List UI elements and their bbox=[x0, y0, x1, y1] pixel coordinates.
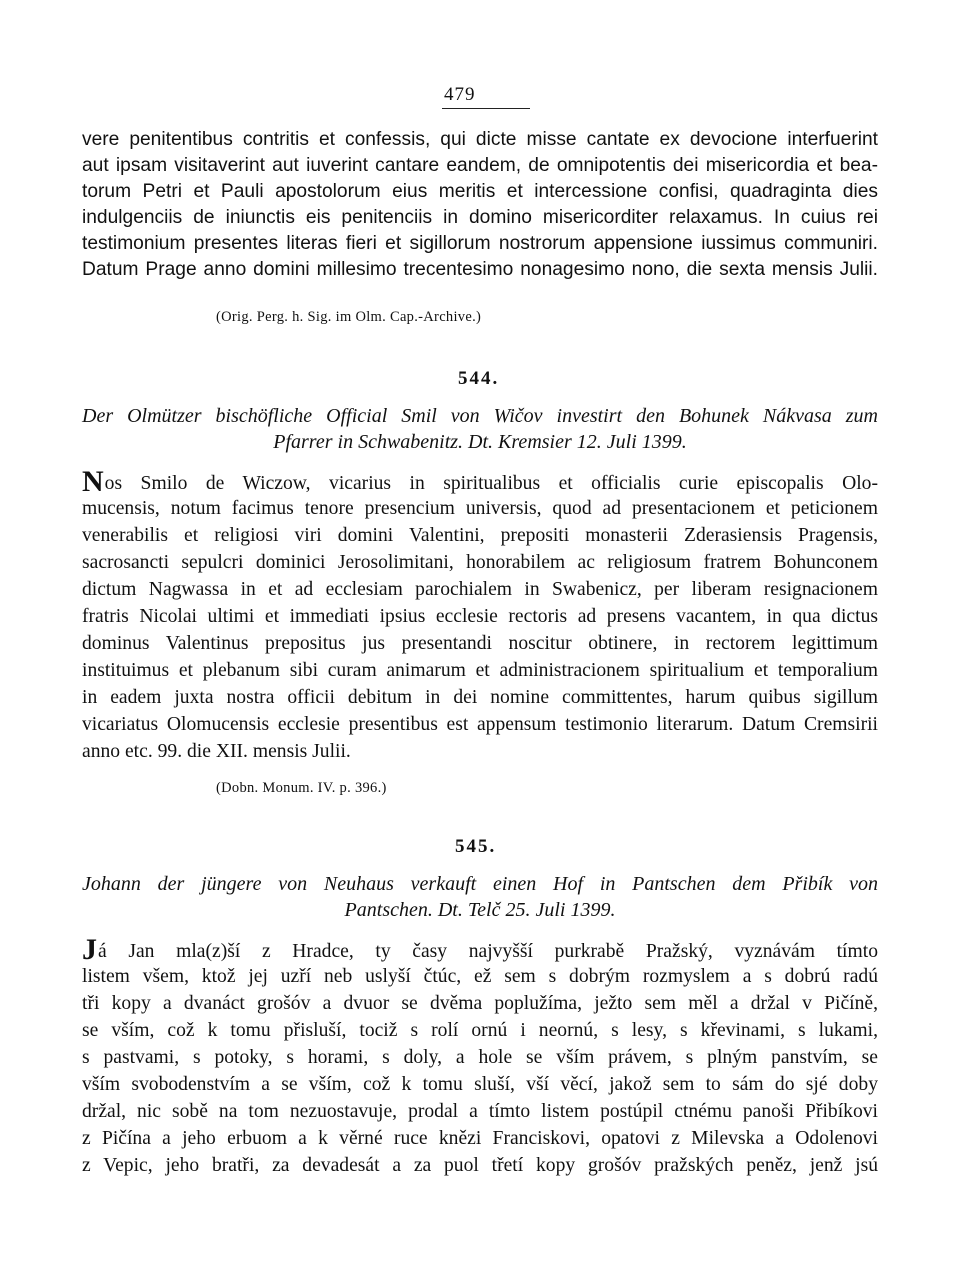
text-line: z Vepic, jeho bratři, za devadesát a za puol třetí kopy grošóv pražských peněz, jenž jsú bbox=[82, 1155, 878, 1176]
text-line: torum Petri et Pauli apostolorum eius meritis et intercessione confisi, quadraginta dies bbox=[82, 181, 878, 202]
document-number: 544. bbox=[458, 368, 500, 389]
text-line: vicariatus Olomucensis ecclesie presentibus est appensum testimonio literarum. Datum Cremsirii bbox=[82, 714, 878, 735]
text-line: Datum Prage anno domini millesimo trecentesimo nonagesimo nono, die sexta mensis Julii. bbox=[82, 259, 878, 280]
text-line: sacrosancti sepulcri dominici Jerosolimitani, honorabilem ac religiosum fratrem Bohunconem bbox=[82, 552, 878, 573]
page-number-rule bbox=[442, 108, 530, 109]
text-line: se vším, což k tomu přisluší, tociž s rolí ornú i neornú, s lesy, s křevinami, s lukami, bbox=[82, 1020, 878, 1041]
text-line: testimonium presentes literas fieri et sigillorum nostrorum appensione iussimus communiri. bbox=[82, 233, 878, 254]
drop-cap: N bbox=[82, 465, 104, 498]
text-line bbox=[82, 933, 878, 966]
page-number: 479 bbox=[444, 84, 476, 105]
text-line: venerabilis et religiosi viri domini Valentini, prepositi monasterii Zderasiensis Pragensis, bbox=[82, 525, 878, 546]
document-title-line: Pfarrer in Schwabenitz. Dt. Kremsier 12. Juli 1399. bbox=[273, 431, 687, 453]
text-line: listem všem, ktož jej uzří neb uslyší čtúc, ež sem s dobrým rozmyslem a s dobrú radú bbox=[82, 966, 878, 987]
source-citation: (Dobn. Monum. IV. p. 396.) bbox=[216, 780, 387, 796]
text-line: držal, nic sobě na tom nezuostavuje, prodal a tímto listem postúpil ctnému panoši Přibíkovi bbox=[82, 1101, 878, 1122]
text-line: anno etc. 99. die XII. mensis Julii. bbox=[82, 741, 351, 762]
text-line: fratris Nicolai ultimi et immediati ipsius ecclesie rectoris ad presens vacantem, in qua dictus bbox=[82, 606, 878, 627]
document-title-line: Der Olmützer bischöfliche Official Smil von Wičov investirt den Bohunek Nákvasa zum bbox=[82, 405, 878, 427]
text-line: tři kopy a dvanáct grošóv a dvuor se dvěma poplužíma, ježto sem měl a držal v Pičíně, bbox=[82, 993, 878, 1014]
text-line: vere penitentibus contritis et confessis, qui dicte misse cantate ex devocione interfuerint bbox=[82, 129, 878, 150]
text-line: aut ipsam visitaverint aut iuverint cantare eandem, de omnipotentis dei misericordia et bea- bbox=[82, 155, 878, 176]
text-line: instituimus et plebanum sibi curam animarum et administracionem spiritualium et temporalium bbox=[82, 660, 878, 681]
text-line-rest: á Jan mla(z)ší z Hradce, ty časy najvyšší purkrabě Pražský, vyznávám tímto bbox=[98, 941, 878, 962]
text-line bbox=[82, 465, 878, 498]
document-title-line: Pantschen. Dt. Telč 25. Juli 1399. bbox=[344, 899, 616, 921]
document-title-line: Johann der jüngere von Neuhaus verkauft einen Hof in Pantschen dem Přibík von bbox=[82, 873, 878, 895]
text-line: mucensis, notum facimus tenore presencium universis, quod ad presentacionem et peticionem bbox=[82, 498, 878, 519]
text-line: z Pičína a jeho erbuom a k věrné ruce knězi Franciskovi, opatovi z Milevska a Odolenovi bbox=[82, 1128, 878, 1149]
source-citation: (Orig. Perg. h. Sig. im Olm. Cap.-Archive.) bbox=[216, 309, 482, 325]
drop-cap: J bbox=[82, 933, 97, 966]
text-line: in eadem juxta nostra officii debitum in dei nomine committentes, harum quibus sigillum bbox=[82, 687, 878, 708]
text-line-rest: os Smilo de Wiczow, vicarius in spiritualibus et officialis curie episcopalis Olo- bbox=[104, 473, 878, 494]
document-number: 545. bbox=[455, 836, 497, 857]
text-line: dictum Nagwassa in et ad ecclesiam parochialem in Swabenicz, per liberam resignacionem bbox=[82, 579, 878, 600]
text-line: s pastvami, s potoky, s horami, s doly, a hole se vším právem, s plným panstvím, se bbox=[82, 1047, 878, 1068]
text-line: vším svobodenstvím a se vším, což k tomu sluší, vší věcí, jakož sem to sám do sjé doby bbox=[82, 1074, 878, 1095]
text-line: indulgenciis de iniunctis eis penitenciis in domino misericorditer relaxamus. In cuius rei bbox=[82, 207, 878, 228]
text-line: dominus Valentinus prepositus jus presentandi noscitur obtinere, in rectorem legittimum bbox=[82, 633, 878, 654]
